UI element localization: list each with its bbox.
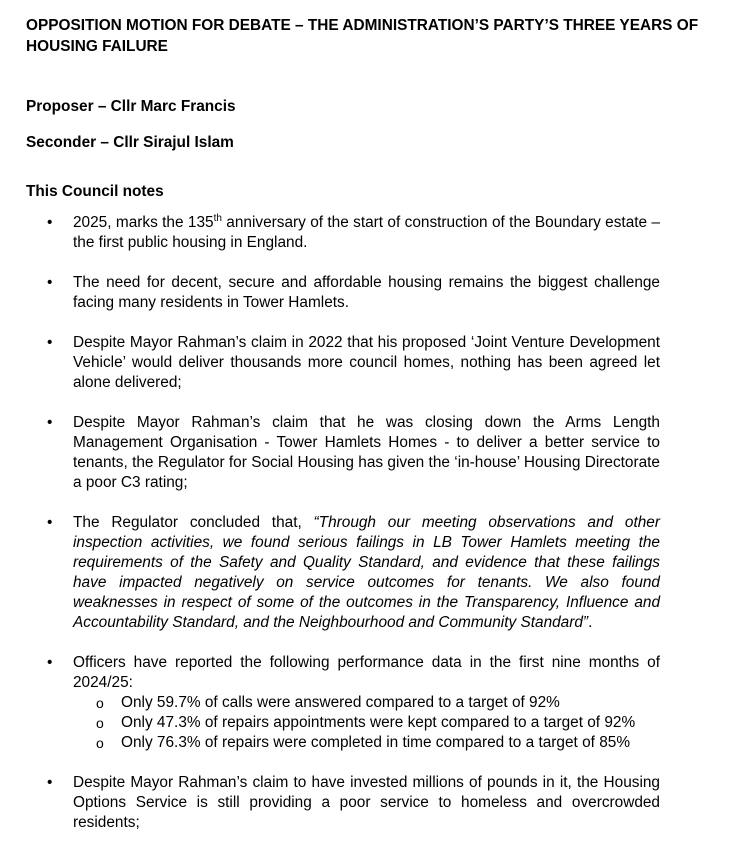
bullet-icon: • bbox=[47, 514, 53, 531]
seconder-line: Seconder – Cllr Sirajul Islam bbox=[26, 134, 234, 151]
notes-heading: This Council notes bbox=[26, 183, 164, 200]
bullet-text: The Regulator concluded that, bbox=[73, 514, 314, 531]
sub-item-text: Only 47.3% of repairs appointments were kept compared to a target of 92% bbox=[121, 714, 636, 731]
bullet-icon: • bbox=[47, 774, 53, 791]
notes-list bbox=[0, 213, 739, 833]
sub-list-item bbox=[73, 733, 660, 753]
hollow-circle-bullet-icon: o bbox=[96, 735, 104, 751]
bullet-text-end: . bbox=[588, 614, 593, 631]
hollow-circle-bullet-icon: o bbox=[96, 715, 104, 731]
bullet-text: Despite Mayor Rahman’s claim in 2022 that his proposed ‘Joint Venture Development Vehicle’ would deliver thousands more council homes, nothing has been agreed let alone delivered; bbox=[73, 334, 660, 391]
proposer-line: Proposer – Cllr Marc Francis bbox=[26, 98, 236, 115]
list-item bbox=[0, 273, 660, 313]
list-item bbox=[0, 513, 660, 633]
sub-item-text: Only 59.7% of calls were answered compared to a target of 92% bbox=[121, 694, 560, 711]
ordinal-suffix: th bbox=[213, 212, 222, 224]
bullet-icon: • bbox=[47, 414, 53, 431]
sub-list-item bbox=[73, 713, 660, 733]
motion-title: OPPOSITION MOTION FOR DEBATE – THE ADMINISTRATION’S PARTY’S THREE YEARS OF HOUSING FAILURE bbox=[26, 17, 699, 55]
bullet-text-continued: anniversary of the start of construction of the Boundary estate – the first public housing in England. bbox=[73, 214, 661, 251]
bullet-text: 2025, marks the 135 bbox=[73, 214, 214, 231]
list-item bbox=[0, 413, 660, 493]
bullet-icon: • bbox=[47, 334, 53, 351]
bullet-icon: • bbox=[47, 654, 53, 671]
list-item bbox=[0, 333, 660, 393]
bullet-icon: • bbox=[47, 214, 53, 231]
bullet-text: The need for decent, secure and affordable housing remains the biggest challenge facing many residents in Tower Hamlets. bbox=[73, 274, 660, 311]
bullet-text: Despite Mayor Rahman’s claim to have invested millions of pounds in it, the Housing Options Service is still providing a poor service to homeless and overcrowded residents; bbox=[73, 774, 660, 831]
hollow-circle-bullet-icon: o bbox=[96, 695, 104, 711]
list-item bbox=[0, 773, 660, 833]
performance-sub-list bbox=[73, 693, 660, 753]
regulator-quote: “Through our meeting observations and other inspection activities, we found serious failings in LB Tower Hamlets meeting the requirements of the Safety and Quality Standard, and evidence that these failings have impacted negatively on service outcomes for tenants. We also found weaknesses in respect of some of the outcomes in the Transparency, Influence and Accountability Standard, and the Neighbourhood and Community Standard” bbox=[73, 514, 660, 631]
list-item bbox=[0, 653, 660, 753]
bullet-text: Officers have reported the following performance data in the first nine months of 2024/25: bbox=[73, 654, 660, 691]
sub-list-item bbox=[73, 693, 660, 713]
sub-item-text: Only 76.3% of repairs were completed in time compared to a target of 85% bbox=[121, 734, 631, 751]
list-item bbox=[0, 213, 660, 253]
bullet-icon: • bbox=[47, 274, 53, 291]
bullet-text: Despite Mayor Rahman’s claim that he was closing down the Arms Length Management Organisation - Tower Hamlets Homes - to deliver a better service to tenants, the Regulator for Social Housing has given the ‘in-house’ Housing Directorate a poor C3 rating; bbox=[73, 414, 660, 491]
